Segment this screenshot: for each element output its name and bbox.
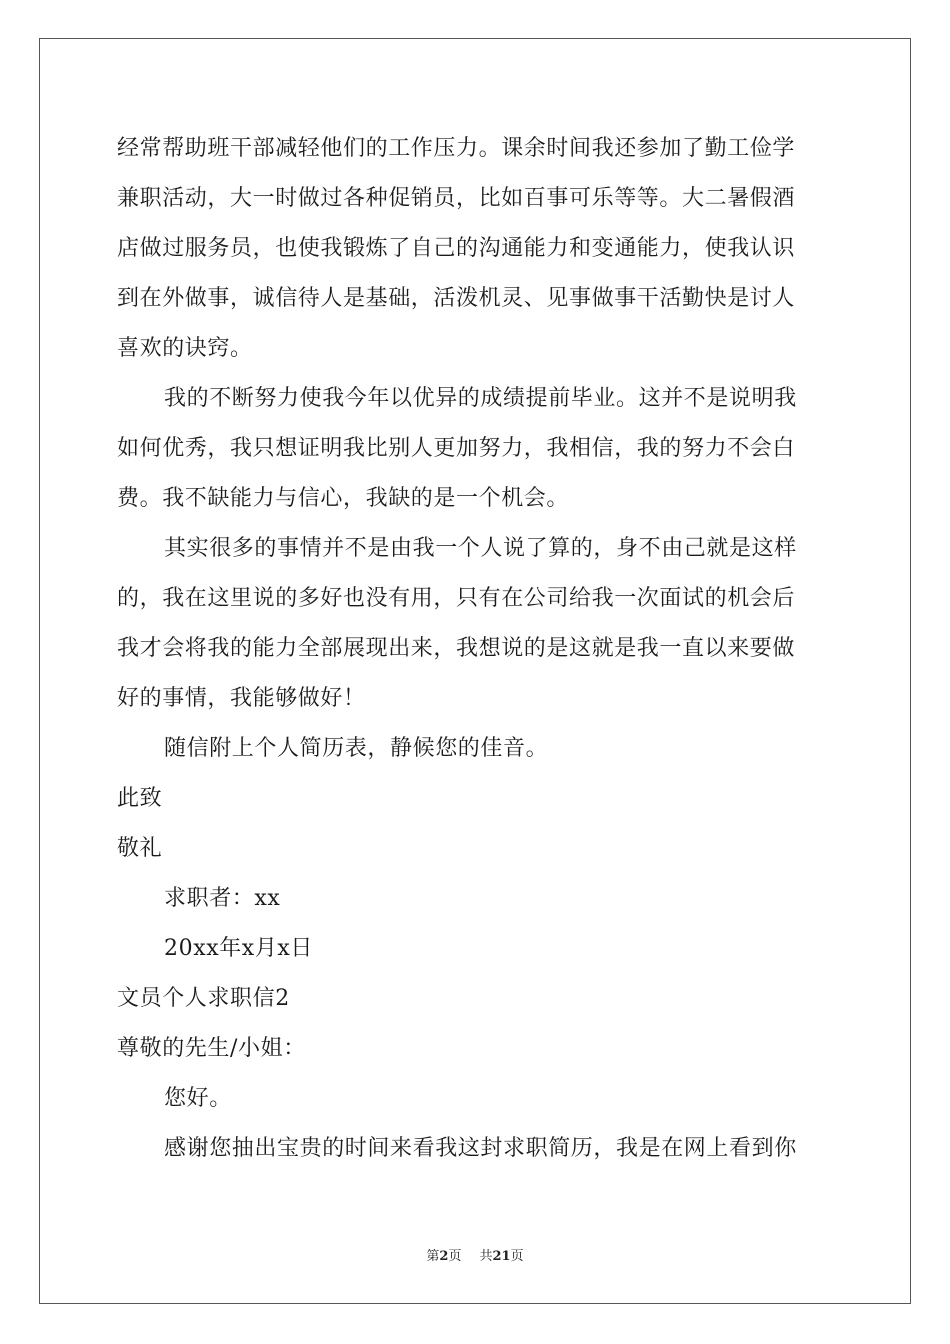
letter-opening: 感谢您抽出宝贵的时间来看我这封求职简历，我是在网上看到你 — [164, 1136, 797, 1161]
paragraph-1 — [117, 124, 833, 374]
letter-date: 20xx年x月x日 — [164, 936, 314, 961]
text-line: 我的不断努力使我今年以优异的成绩提前毕业。这并不是说明我 — [164, 386, 797, 411]
text-line: 经常帮助班干部减轻他们的工作压力。课余时间我还参加了勤工俭学 — [117, 136, 796, 161]
letter-greeting: 尊敬的先生/小姐： — [117, 1036, 306, 1061]
text-line: 喜欢的诀窍。 — [117, 336, 253, 361]
text-line: 兼职活动，大一时做过各种促销员，比如百事可乐等等。大二暑假酒 — [117, 186, 796, 211]
letter-hello: 您好。 — [164, 1086, 232, 1111]
paragraph-3 — [117, 524, 833, 724]
page-total: 共21页 — [479, 1249, 524, 1264]
text-line: 其实很多的事情并不是由我一个人说了算的，身不由己就是这样 — [164, 536, 797, 561]
text-line: 到在外做事，诚信待人是基础，活泼机灵、见事做事干活勤快是讨人 — [117, 286, 796, 311]
page-footer — [0, 1247, 950, 1267]
paragraph-2 — [117, 374, 833, 524]
text-line: 我才会将我的能力全部展现出来，我想说的是这就是我一直以来要做 — [117, 636, 796, 661]
document-body — [117, 124, 833, 1174]
attachment-note: 随信附上个人简历表，静候您的佳音。 — [164, 736, 549, 761]
section-title: 文员个人求职信2 — [117, 986, 290, 1011]
text-line: 如何优秀，我只想证明我比别人更加努力，我相信，我的努力不会白 — [117, 436, 796, 461]
signature: 求职者：xx — [164, 886, 281, 911]
text-line: 费。我不缺能力与信心，我缺的是一个机会。 — [117, 486, 570, 511]
page-number: 第2页 — [426, 1249, 462, 1264]
closing-salutation: 此致 — [117, 786, 163, 811]
text-line: 的，我在这里说的多好也没有用，只有在公司给我一次面试的机会后 — [117, 586, 796, 611]
text-line: 好的事情，我能够做好！ — [117, 686, 366, 711]
text-line: 店做过服务员，也使我锻炼了自己的沟通能力和变通能力，使我认识 — [117, 236, 796, 261]
closing-regards: 敬礼 — [117, 836, 163, 861]
